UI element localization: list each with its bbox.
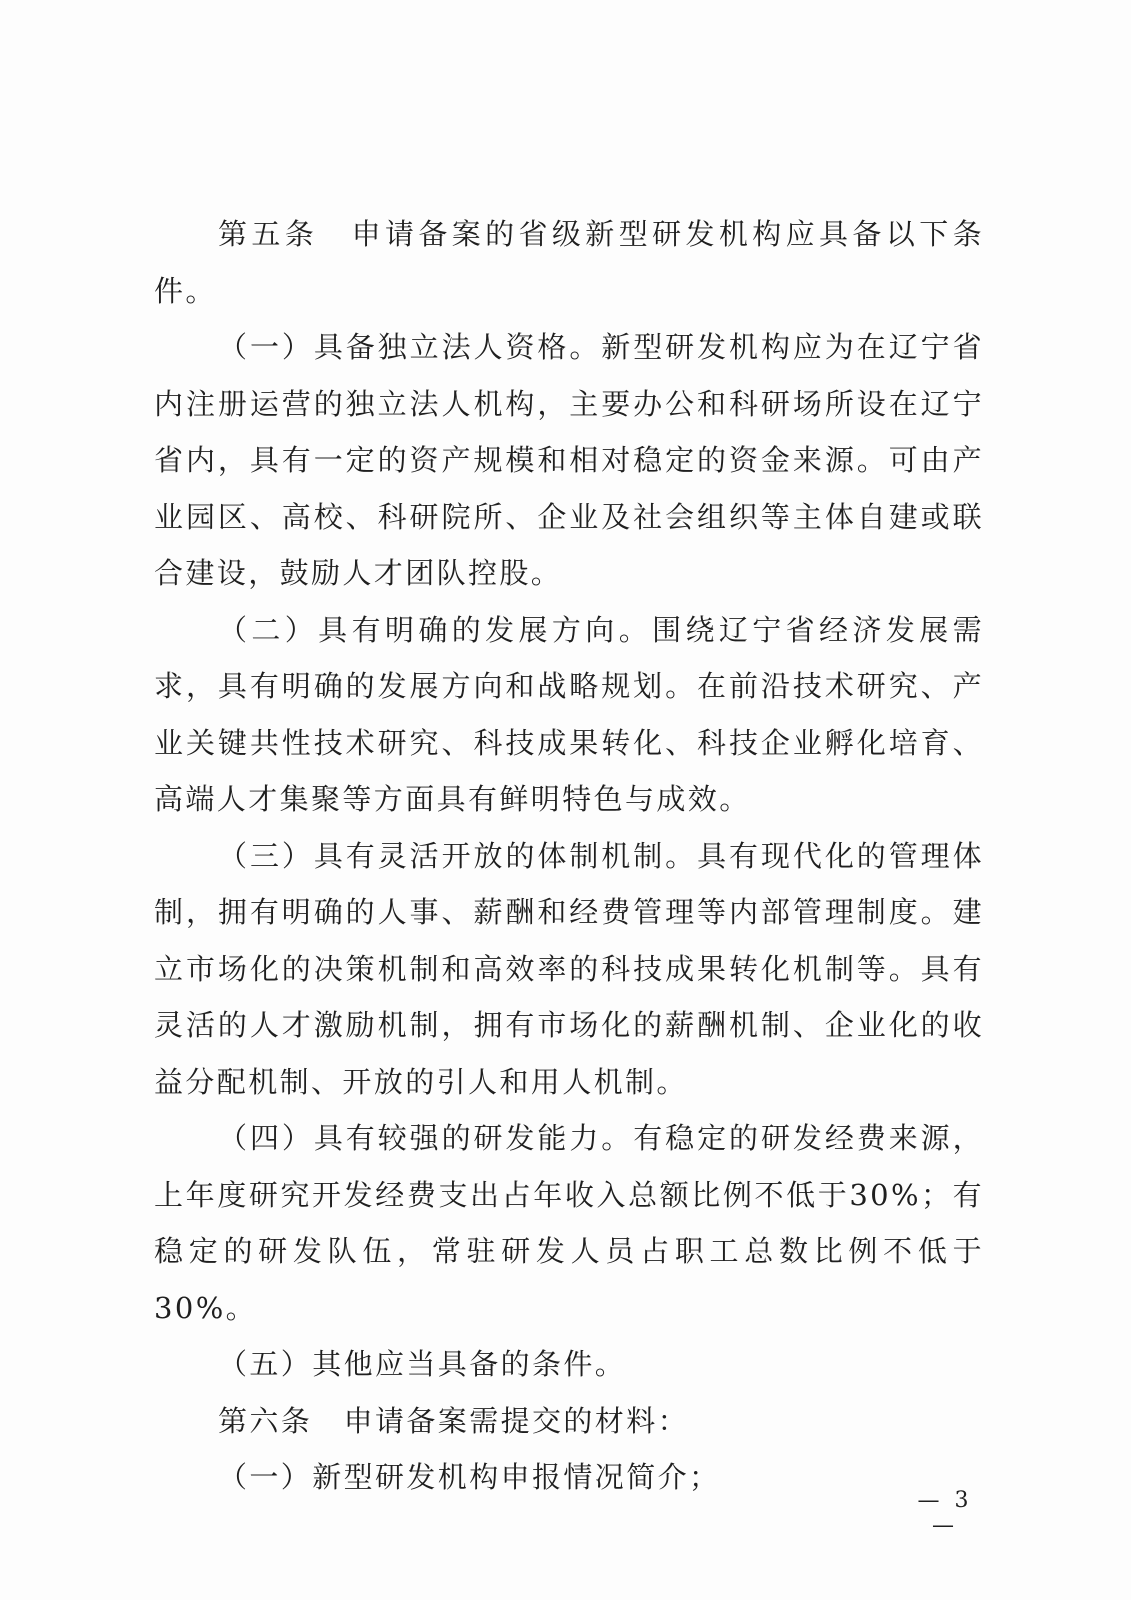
condition-5-paragraph: （五）其他应当具备的条件。 (218, 1347, 627, 1381)
page-number: — 3 — (917, 1488, 973, 1538)
condition-2-paragraph: （二）具有明确的发展方向。围绕辽宁省经济发展需求，具有明确的发展方向和战略规划。在前沿技术研究、产业关键共性技术研究、科技成果转化、科技企业孵化培育、高端人才集聚等方面具有鲜明特色与成效。 (154, 612, 984, 816)
condition-1-paragraph: （一）具备独立法人资格。新型研发机构应为在辽宁省内注册运营的独立法人机构，主要办公和科研场所设在辽宁省内，具有一定的资产规模和相对稳定的资金来源。可由产业园区、高校、科研院所、企业及社会组织等主体自建或联合建设，鼓励人才团队控股。 (154, 330, 984, 590)
article-5-heading: 第五条 申请备案的省级新型研发机构应具备以下条件。 (154, 217, 984, 308)
condition-3-paragraph: （三）具有灵活开放的体制机制。具有现代化的管理体制，拥有明确的人事、薪酬和经费管理等内部管理制度。建立市场化的决策机制和高效率的科技成果转化机制等。具有灵活的人才激励机制，拥有市场化的薪酬机制、企业化的收益分配机制、开放的引人和用人机制。 (154, 838, 984, 1099)
document-body (154, 206, 984, 1506)
condition-4-paragraph: （四）具有较强的研发能力。有稳定的研发经费来源，上年度研究开发经费支出占年收入总额比例不低于30%；有稳定的研发队伍，常驻研发人员占职工总数比例不低于30%。 (154, 1121, 984, 1325)
material-1-paragraph: （一）新型研发机构申报情况简介； (218, 1460, 721, 1494)
article-6-heading: 第六条 申请备案需提交的材料： (218, 1403, 690, 1438)
